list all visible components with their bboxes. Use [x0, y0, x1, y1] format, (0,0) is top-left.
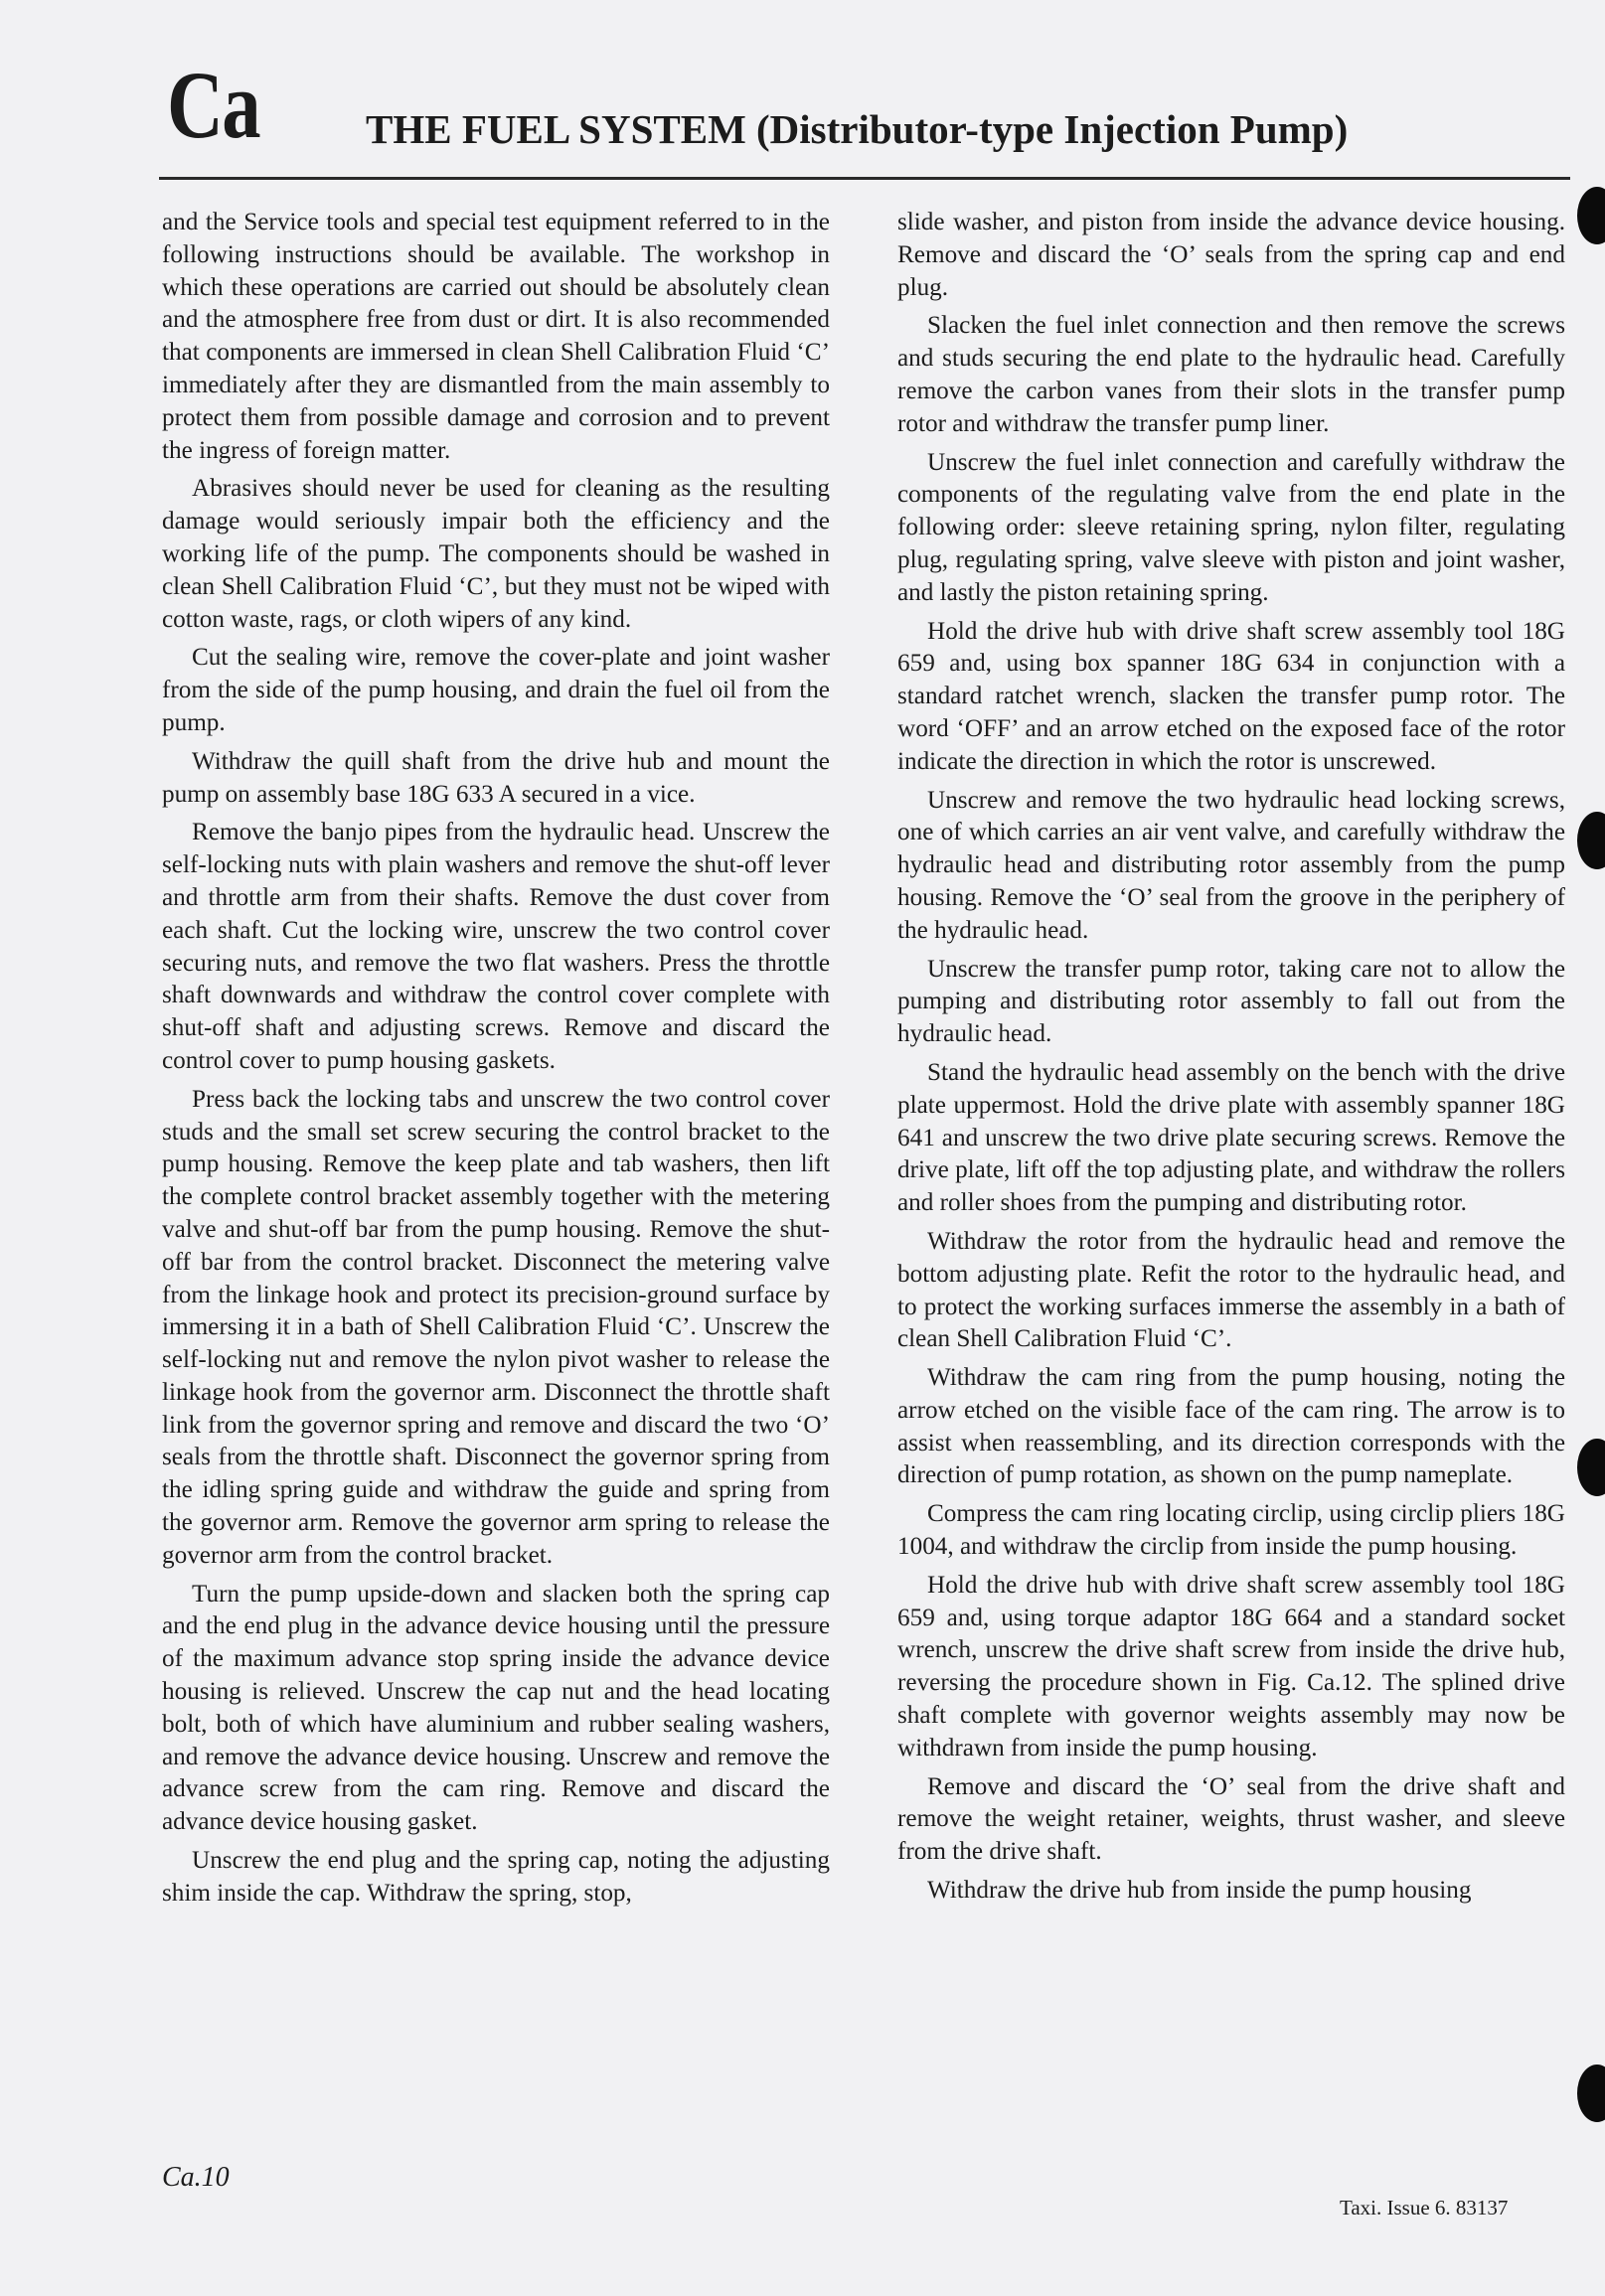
page-title: THE FUEL SYSTEM (Distributor-type Injection Pump): [366, 106, 1349, 152]
binder-hole: [1577, 2065, 1605, 2122]
binder-hole: [1577, 812, 1605, 869]
page-number: Ca.10: [162, 2162, 230, 2193]
paragraph: Withdraw the rotor from the hydraulic head and remove the bottom adjusting plate. Refit the rotor to the hydraulic head, and to protect the working surfaces immerse the assembly in a bath of clean Shell Calibration Fluid ‘C’.: [897, 1227, 1565, 1353]
paragraph: Press back the locking tabs and unscrew the two control cover studs and the small set screw securing the control bracket to the pump housing. Remove the keep plate and tab washers, then lift the complete control bracket assembly together with the metering valve and shut-off bar from the pump housing. Remove the shut-off bar from the control bracket. Disconnect the metering valve from the linkage hook and protect its precision-ground surface by immersing it in a bath of Shell Calibration Fluid ‘C’. Unscrew the self-locking nut and remove the nylon pivot washer to release the linkage hook from the governor arm. Disconnect the throttle shaft link from the governor spring and remove and discard the two ‘O’ seals from the throttle shaft. Disconnect the governor spring from the idling spring guide and withdraw the guide and spring from the governor arm. Remove the governor arm spring to release the governor arm from the control bracket.: [162, 1085, 830, 1569]
paragraph: Withdraw the quill shaft from the drive hub and mount the pump on assembly base 18G 633 A secured in a vice.: [162, 747, 830, 808]
paragraph: slide washer, and piston from inside the advance device housing. Remove and discard the ‘O’ seals from the spring cap and end plug.: [897, 209, 1565, 301]
paragraph: Slacken the fuel inlet connection and then remove the screws and studs securing the end plate to the hydraulic head. Carefully remove the carbon vanes from their slots in the transfer pump rotor and withdraw the transfer pump liner.: [897, 312, 1565, 437]
binder-hole: [1577, 187, 1605, 244]
paragraph: Unscrew and remove the two hydraulic head locking screws, one of which carries an air vent valve, and carefully withdraw the hydraulic head and distributing rotor assembly from the pump housing. Remove the ‘O’ seal from the groove in the periphery of the hydraulic head.: [897, 786, 1565, 944]
paragraph: Turn the pump upside-down and slacken both the spring cap and the end plug in the advance device housing until the pressure of the maximum advance stop spring inside the advance device housing is relieved. Unscrew the cap nut and the head locating bolt, both of which have aluminium and rubber sealing washers, and remove the advance device housing. Unscrew and remove the advance screw from the cam ring. Remove and discard the advance device housing gasket.: [162, 1580, 830, 1836]
paragraph: Remove and discard the ‘O’ seal from the drive shaft and remove the weight retainer, weights, thrust washer, and sleeve from the drive shaft.: [897, 1772, 1565, 1866]
paragraph: Compress the cam ring locating circlip, using circlip pliers 18G 1004, and withdraw the circlip from inside the pump housing.: [897, 1500, 1565, 1561]
paragraph: Hold the drive hub with drive shaft screw assembly tool 18G 659 and, using torque adaptor 18G 664 and a standard socket wrench, unscrew the drive shaft screw from inside the drive hub, reversing the procedure shown in Fig. Ca.12. The splined drive shaft complete with governor weights assembly may now be withdrawn from inside the pump housing.: [897, 1571, 1565, 1761]
paragraph: Cut the sealing wire, remove the cover-plate and joint washer from the side of the pump housing, and drain the fuel oil from the pump.: [162, 644, 830, 736]
header-rule: [159, 177, 1570, 180]
left-column: [162, 207, 830, 1916]
paragraph: Withdraw the cam ring from the pump housing, noting the arrow etched on the visible face of the cam ring. The arrow is to assist when reassembling, and its direction corresponds with the direction of pump rotation, as shown on the pump nameplate.: [897, 1364, 1565, 1489]
paragraph: Unscrew the transfer pump rotor, taking care not to allow the pumping and distributing rotor assembly to fall out from the hydraulic head.: [897, 955, 1565, 1048]
paragraph: Unscrew the fuel inlet connection and carefully withdraw the components of the regulating valve from the end plate in the following order: sleeve retaining spring, nylon filter, regulating plug, regulating spring, valve sleeve with piston and joint washer, and lastly the piston retaining spring.: [897, 448, 1565, 606]
paragraph: Remove the banjo pipes from the hydraulic head. Unscrew the self-locking nuts with plain washers and remove the shut-off lever and throttle arm from their shafts. Remove the dust cover from each shaft. Cut the locking wire, unscrew the two control cover securing nuts, and remove the two flat washers. Press the throttle shaft downwards and withdraw the control cover complete with shut-off shaft and adjusting screws. Remove and discard the control cover to pump housing gaskets.: [162, 819, 830, 1074]
paragraph: Unscrew the end plug and the spring cap, noting the adjusting shim inside the cap. Withdraw the spring, stop,: [162, 1847, 830, 1907]
paragraph: Stand the hydraulic head assembly on the bench with the drive plate uppermost. Hold the drive plate with assembly spanner 18G 641 and unscrew the two drive plate securing screws. Remove the drive plate, lift off the top adjusting plate, and withdraw the rollers and roller shoes from the pumping and distributing rotor.: [897, 1058, 1565, 1217]
issue-note: Taxi. Issue 6. 83137: [1340, 2196, 1509, 2219]
section-code: Ca: [167, 52, 259, 158]
paragraph: Withdraw the drive hub from inside the pump housing: [927, 1877, 1472, 1905]
binder-hole: [1577, 1439, 1605, 1496]
paragraph: Abrasives should never be used for cleaning as the resulting damage would seriously impair both the efficiency and the working life of the pump. The components should be washed in clean Shell Calibration Fluid ‘C’, but they must not be wiped with cotton waste, rags, or cloth wipers of any kind.: [162, 475, 830, 633]
paragraph: Hold the drive hub with drive shaft screw assembly tool 18G 659 and, using box spanner 18G 634 in conjunction with a standard ratchet wrench, slacken the transfer pump rotor. The word ‘OFF’ and an arrow etched on the exposed face of the rotor indicate the direction in which the rotor is unscrewed.: [897, 617, 1565, 775]
right-column: [897, 207, 1565, 1913]
paragraph: and the Service tools and special test equipment referred to in the following instructions should be available. The workshop in which these operations are carried out should be absolutely clean and the atmosphere free from dust or dirt. It is also recommended that components are immersed in clean Shell Calibration Fluid ‘C’ immediately after they are dismantled from the main assembly to protect them from possible damage and corrosion and to prevent the ingress of foreign matter.: [162, 209, 830, 464]
